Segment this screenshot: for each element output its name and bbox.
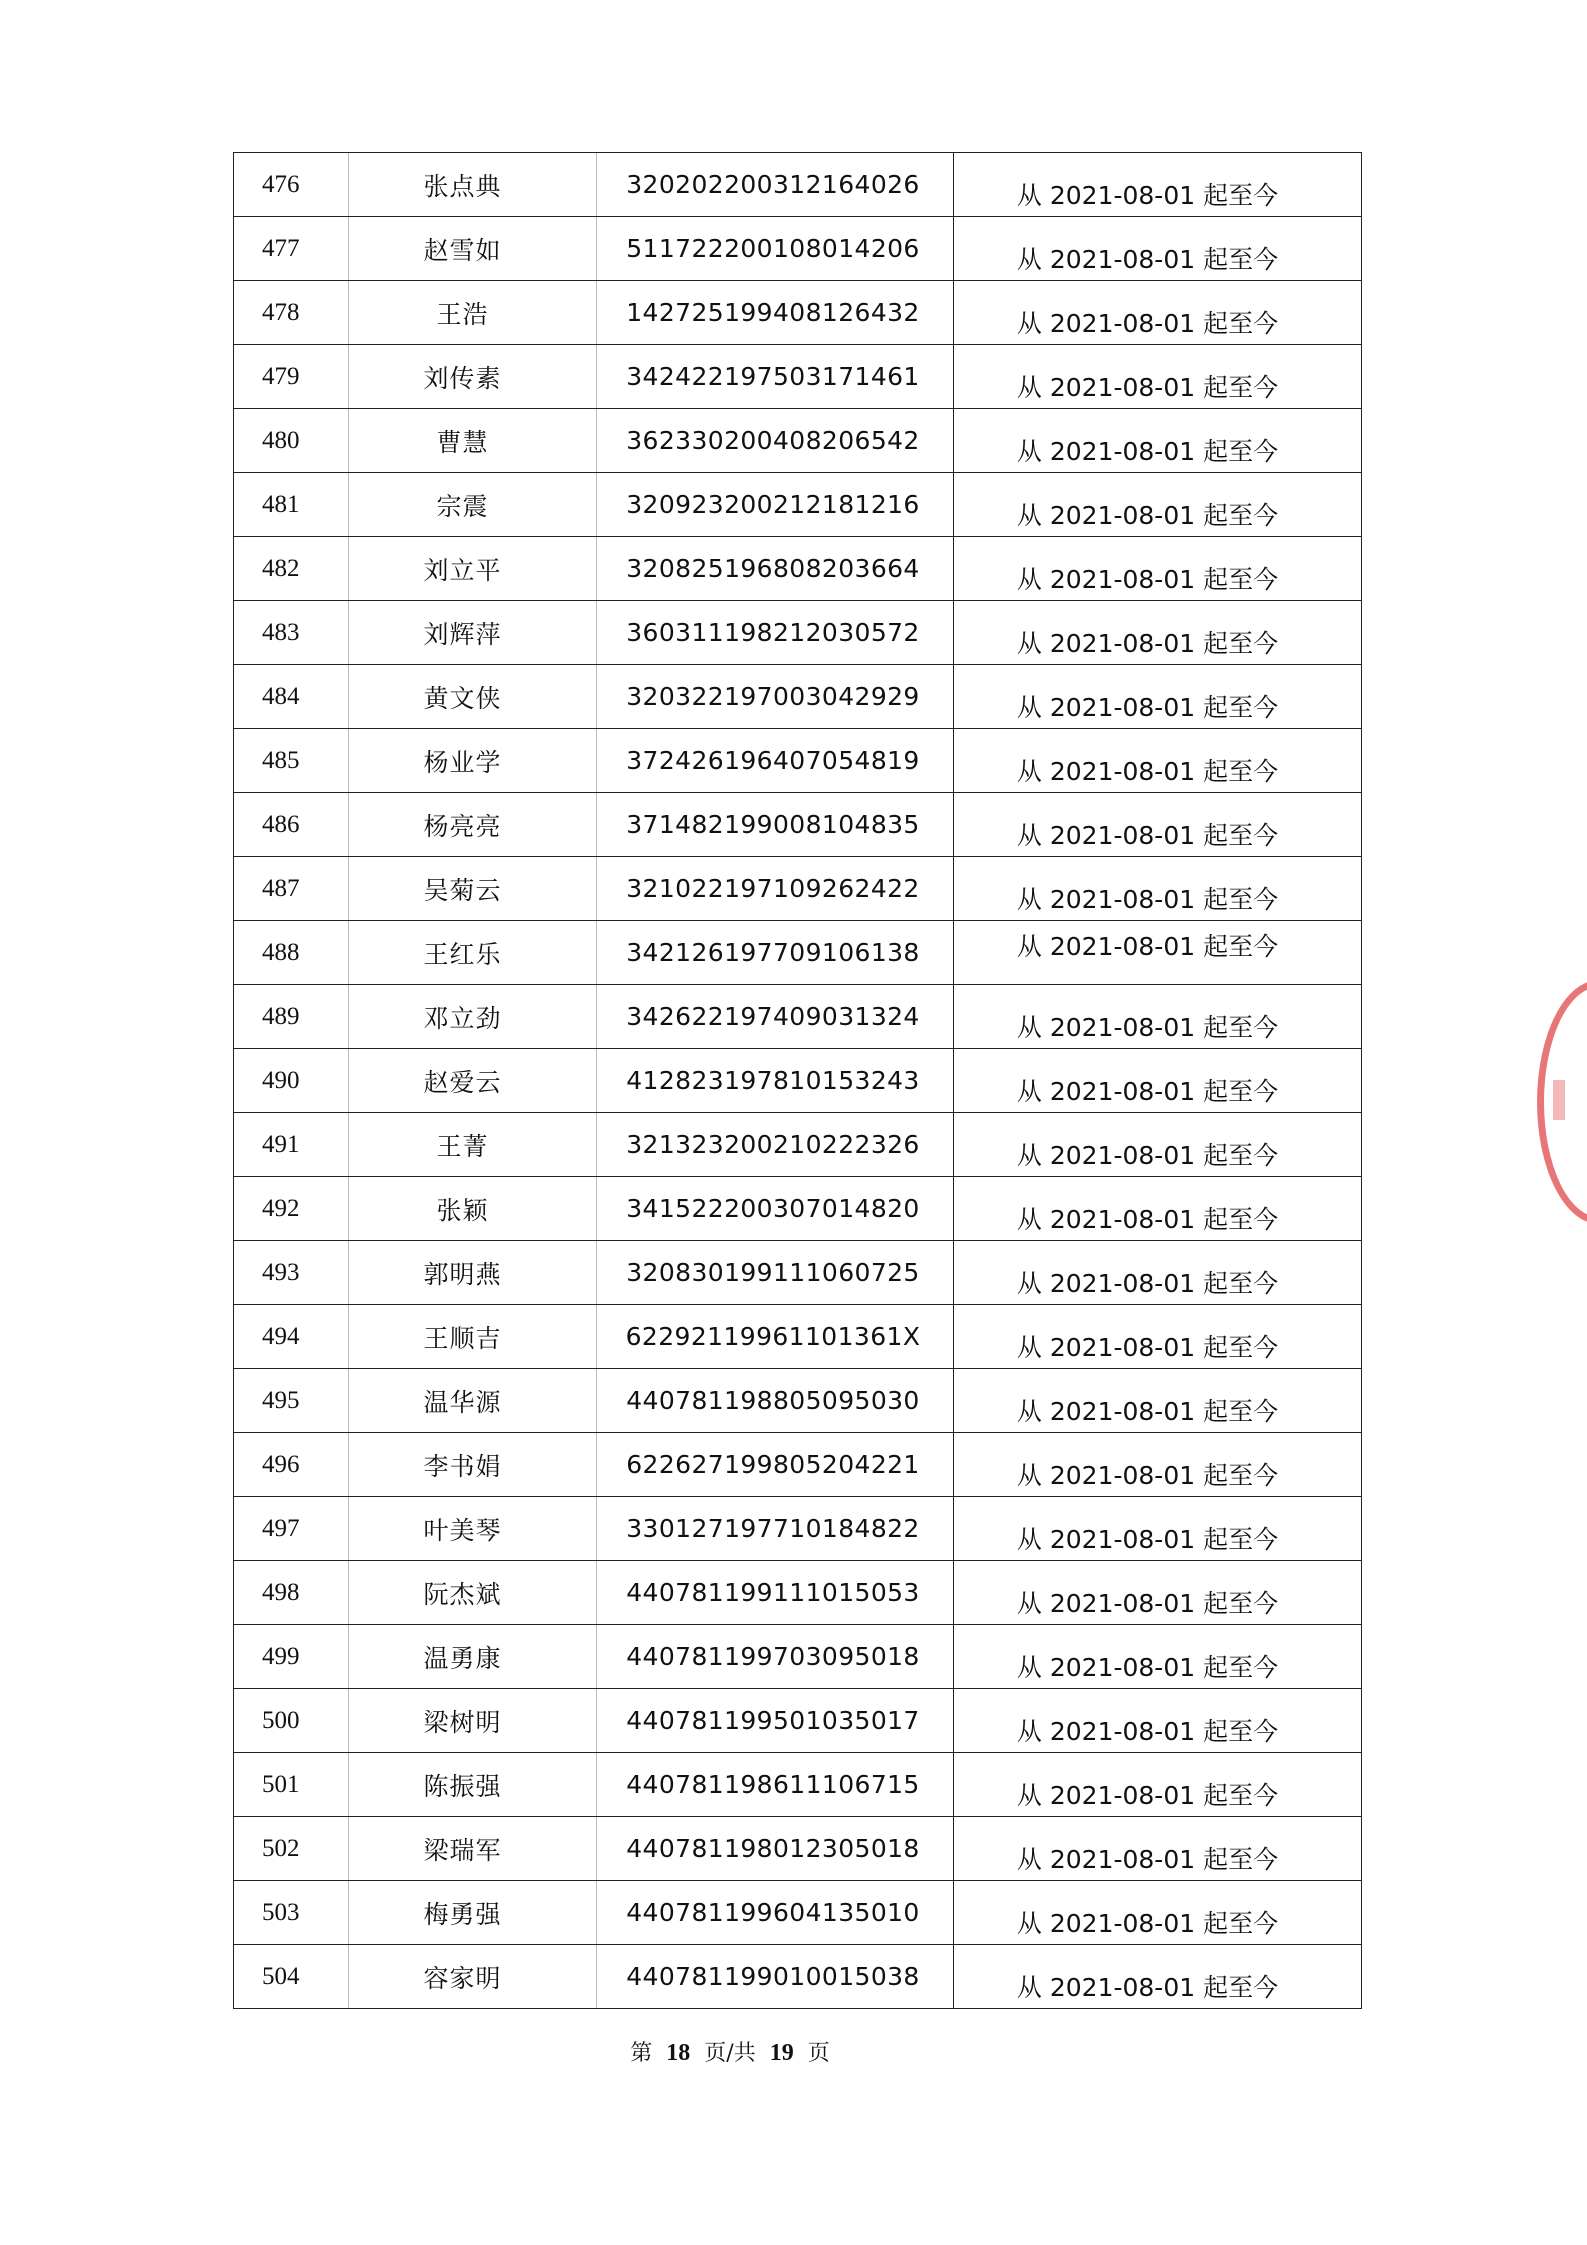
table-row [234, 1049, 1362, 1113]
effective-date-text: 从 2021-08-01 起至今 [1016, 308, 1279, 338]
name-cell: 杨业学 [349, 729, 597, 793]
row-number-cell: 484 [234, 665, 349, 729]
page-footer [0, 2036, 1460, 2067]
effective-date-cell [954, 409, 1362, 473]
effective-date-text: 从 2021-08-01 起至今 [1016, 436, 1279, 466]
table-row [234, 537, 1362, 601]
name-cell: 张颖 [349, 1177, 597, 1241]
row-number-cell: 497 [234, 1497, 349, 1561]
effective-date-cell [954, 1305, 1362, 1369]
effective-date-text: 从 2021-08-01 起至今 [1016, 1588, 1279, 1618]
id-number-cell: 341522200307014820 [597, 1177, 954, 1241]
row-number-cell: 489 [234, 985, 349, 1049]
row-number-cell: 491 [234, 1113, 349, 1177]
roster-table [233, 152, 1362, 2009]
effective-date-cell [954, 665, 1362, 729]
id-number-cell: 440781198611106715 [597, 1753, 954, 1817]
effective-date-cell [954, 729, 1362, 793]
name-cell: 温华源 [349, 1369, 597, 1433]
table-row [234, 1305, 1362, 1369]
id-number-cell: 622627199805204221 [597, 1433, 954, 1497]
effective-date-cell [954, 281, 1362, 345]
table-row [234, 217, 1362, 281]
footer-middle: 页/共 [704, 2041, 756, 2066]
effective-date-text: 从 2021-08-01 起至今 [1016, 1332, 1279, 1362]
effective-date-text: 从 2021-08-01 起至今 [1016, 372, 1279, 402]
effective-date-text: 从 2021-08-01 起至今 [1016, 820, 1279, 850]
row-number-cell: 480 [234, 409, 349, 473]
effective-date-cell [954, 985, 1362, 1049]
name-cell: 黄文侠 [349, 665, 597, 729]
table-row [234, 1113, 1362, 1177]
name-cell: 刘辉萍 [349, 601, 597, 665]
row-number-cell: 501 [234, 1753, 349, 1817]
effective-date-cell [954, 1241, 1362, 1305]
id-number-cell: 320202200312164026 [597, 153, 954, 217]
table-row [234, 1625, 1362, 1689]
name-cell: 邓立劲 [349, 985, 597, 1049]
name-cell: 王红乐 [349, 921, 597, 985]
id-number-cell: 511722200108014206 [597, 217, 954, 281]
effective-date-cell [954, 1689, 1362, 1753]
row-number-cell: 495 [234, 1369, 349, 1433]
row-number-cell: 481 [234, 473, 349, 537]
effective-date-cell [954, 1177, 1362, 1241]
table-row [234, 665, 1362, 729]
name-cell: 王菁 [349, 1113, 597, 1177]
id-number-cell: 362330200408206542 [597, 409, 954, 473]
name-cell: 梅勇强 [349, 1881, 597, 1945]
name-cell: 梁树明 [349, 1689, 597, 1753]
effective-date-text: 从 2021-08-01 起至今 [1016, 1716, 1279, 1746]
name-cell: 郭明燕 [349, 1241, 597, 1305]
name-cell: 叶美琴 [349, 1497, 597, 1561]
effective-date-text: 从 2021-08-01 起至今 [1016, 564, 1279, 594]
name-cell: 张点典 [349, 153, 597, 217]
table-row [234, 409, 1362, 473]
effective-date-text: 从 2021-08-01 起至今 [1016, 500, 1279, 530]
id-number-cell: 440781198012305018 [597, 1817, 954, 1881]
row-number-cell: 494 [234, 1305, 349, 1369]
effective-date-text: 从 2021-08-01 起至今 [1016, 1140, 1279, 1170]
table-row [234, 1241, 1362, 1305]
id-number-cell: 440781198805095030 [597, 1369, 954, 1433]
effective-date-cell [954, 473, 1362, 537]
row-number-cell: 476 [234, 153, 349, 217]
table-row [234, 1177, 1362, 1241]
effective-date-text: 从 2021-08-01 起至今 [1016, 628, 1279, 658]
table-row [234, 345, 1362, 409]
name-cell: 温勇康 [349, 1625, 597, 1689]
effective-date-text: 从 2021-08-01 起至今 [1016, 1076, 1279, 1106]
table-row [234, 281, 1362, 345]
row-number-cell: 498 [234, 1561, 349, 1625]
name-cell: 阮杰斌 [349, 1561, 597, 1625]
table-row [234, 985, 1362, 1049]
table-row [234, 1497, 1362, 1561]
effective-date-cell [954, 537, 1362, 601]
effective-date-cell [954, 345, 1362, 409]
id-number-cell: 440781199703095018 [597, 1625, 954, 1689]
id-number-cell: 320825196808203664 [597, 537, 954, 601]
current-page-number: 18 [666, 2040, 691, 2066]
name-cell: 杨亮亮 [349, 793, 597, 857]
name-cell: 宗震 [349, 473, 597, 537]
effective-date-text: 从 2021-08-01 起至今 [1016, 180, 1279, 210]
effective-date-text: 从 2021-08-01 起至今 [1016, 1204, 1279, 1234]
effective-date-text: 从 2021-08-01 起至今 [1016, 1396, 1279, 1426]
effective-date-cell [954, 1113, 1362, 1177]
name-cell: 吴菊云 [349, 857, 597, 921]
effective-date-text: 从 2021-08-01 起至今 [1016, 692, 1279, 722]
effective-date-cell [954, 1049, 1362, 1113]
row-number-cell: 485 [234, 729, 349, 793]
effective-date-text: 从 2021-08-01 起至今 [1016, 1972, 1279, 2002]
effective-date-text: 从 2021-08-01 起至今 [1016, 884, 1279, 914]
effective-date-cell [954, 153, 1362, 217]
name-cell: 赵爱云 [349, 1049, 597, 1113]
id-number-cell: 371482199008104835 [597, 793, 954, 857]
table-row [234, 857, 1362, 921]
id-number-cell: 321022197109262422 [597, 857, 954, 921]
row-number-cell: 490 [234, 1049, 349, 1113]
effective-date-cell [954, 921, 1362, 985]
id-number-cell: 320322197003042929 [597, 665, 954, 729]
effective-date-text: 从 2021-08-01 起至今 [1016, 1460, 1279, 1490]
table-row [234, 473, 1362, 537]
effective-date-cell [954, 857, 1362, 921]
row-number-cell: 478 [234, 281, 349, 345]
effective-date-cell [954, 1945, 1362, 2009]
effective-date-cell [954, 1625, 1362, 1689]
name-cell: 赵雪如 [349, 217, 597, 281]
effective-date-cell [954, 601, 1362, 665]
name-cell: 梁瑞军 [349, 1817, 597, 1881]
row-number-cell: 500 [234, 1689, 349, 1753]
table-row [234, 921, 1362, 985]
effective-date-cell [954, 1433, 1362, 1497]
effective-date-cell [954, 1881, 1362, 1945]
effective-date-text: 从 2021-08-01 起至今 [1016, 1268, 1279, 1298]
row-number-cell: 499 [234, 1625, 349, 1689]
name-cell: 陈振强 [349, 1753, 597, 1817]
id-number-cell: 342126197709106138 [597, 921, 954, 985]
id-number-cell: 320923200212181216 [597, 473, 954, 537]
table-row [234, 1817, 1362, 1881]
table-row [234, 1753, 1362, 1817]
name-cell: 李书娟 [349, 1433, 597, 1497]
id-number-cell: 372426196407054819 [597, 729, 954, 793]
row-number-cell: 493 [234, 1241, 349, 1305]
effective-date-cell [954, 793, 1362, 857]
row-number-cell: 482 [234, 537, 349, 601]
table-row [234, 1945, 1362, 2009]
id-number-cell: 440781199604135010 [597, 1881, 954, 1945]
id-number-cell: 320830199111060725 [597, 1241, 954, 1305]
name-cell: 刘立平 [349, 537, 597, 601]
effective-date-text: 从 2021-08-01 起至今 [1016, 1652, 1279, 1682]
name-cell: 曹慧 [349, 409, 597, 473]
id-number-cell: 412823197810153243 [597, 1049, 954, 1113]
id-number-cell: 440781199501035017 [597, 1689, 954, 1753]
table-row [234, 601, 1362, 665]
table-row [234, 793, 1362, 857]
effective-date-cell [954, 1561, 1362, 1625]
footer-prefix: 第 [630, 2041, 653, 2066]
id-number-cell: 142725199408126432 [597, 281, 954, 345]
row-number-cell: 483 [234, 601, 349, 665]
table-row [234, 1689, 1362, 1753]
id-number-cell: 360311198212030572 [597, 601, 954, 665]
row-number-cell: 504 [234, 1945, 349, 2009]
id-number-cell: 440781199010015038 [597, 1945, 954, 2009]
row-number-cell: 479 [234, 345, 349, 409]
row-number-cell: 488 [234, 921, 349, 985]
row-number-cell: 492 [234, 1177, 349, 1241]
effective-date-text: 从 2021-08-01 起至今 [1016, 1012, 1279, 1042]
id-number-cell: 342622197409031324 [597, 985, 954, 1049]
table-row [234, 1433, 1362, 1497]
effective-date-cell [954, 217, 1362, 281]
row-number-cell: 502 [234, 1817, 349, 1881]
effective-date-cell [954, 1753, 1362, 1817]
table-row [234, 1881, 1362, 1945]
table-row [234, 1561, 1362, 1625]
table-row [234, 1369, 1362, 1433]
id-number-cell: 330127197710184822 [597, 1497, 954, 1561]
effective-date-cell [954, 1369, 1362, 1433]
id-number-cell: 440781199111015053 [597, 1561, 954, 1625]
name-cell: 王浩 [349, 281, 597, 345]
effective-date-text: 从 2021-08-01 起至今 [1016, 244, 1279, 274]
effective-date-text: 从 2021-08-01 起至今 [1016, 1780, 1279, 1810]
row-number-cell: 486 [234, 793, 349, 857]
official-seal-mark [1553, 1080, 1565, 1120]
effective-date-text: 从 2021-08-01 起至今 [1016, 1524, 1279, 1554]
effective-date-text: 从 2021-08-01 起至今 [1016, 756, 1279, 786]
effective-date-cell [954, 1497, 1362, 1561]
row-number-cell: 487 [234, 857, 349, 921]
effective-date-text: 从 2021-08-01 起至今 [1016, 1908, 1279, 1938]
row-number-cell: 477 [234, 217, 349, 281]
id-number-cell: 62292119961101361X [597, 1305, 954, 1369]
name-cell: 王顺吉 [349, 1305, 597, 1369]
effective-date-text: 从 2021-08-01 起至今 [1016, 1844, 1279, 1874]
row-number-cell: 496 [234, 1433, 349, 1497]
roster-table-body [234, 153, 1362, 2009]
id-number-cell: 321323200210222326 [597, 1113, 954, 1177]
footer-suffix: 页 [807, 2041, 830, 2066]
effective-date-text: 从 2021-08-01 起至今 [1016, 931, 1279, 961]
table-row [234, 729, 1362, 793]
name-cell: 容家明 [349, 1945, 597, 2009]
effective-date-cell [954, 1817, 1362, 1881]
total-page-number: 19 [769, 2040, 794, 2066]
id-number-cell: 342422197503171461 [597, 345, 954, 409]
row-number-cell: 503 [234, 1881, 349, 1945]
name-cell: 刘传素 [349, 345, 597, 409]
table-row [234, 153, 1362, 217]
